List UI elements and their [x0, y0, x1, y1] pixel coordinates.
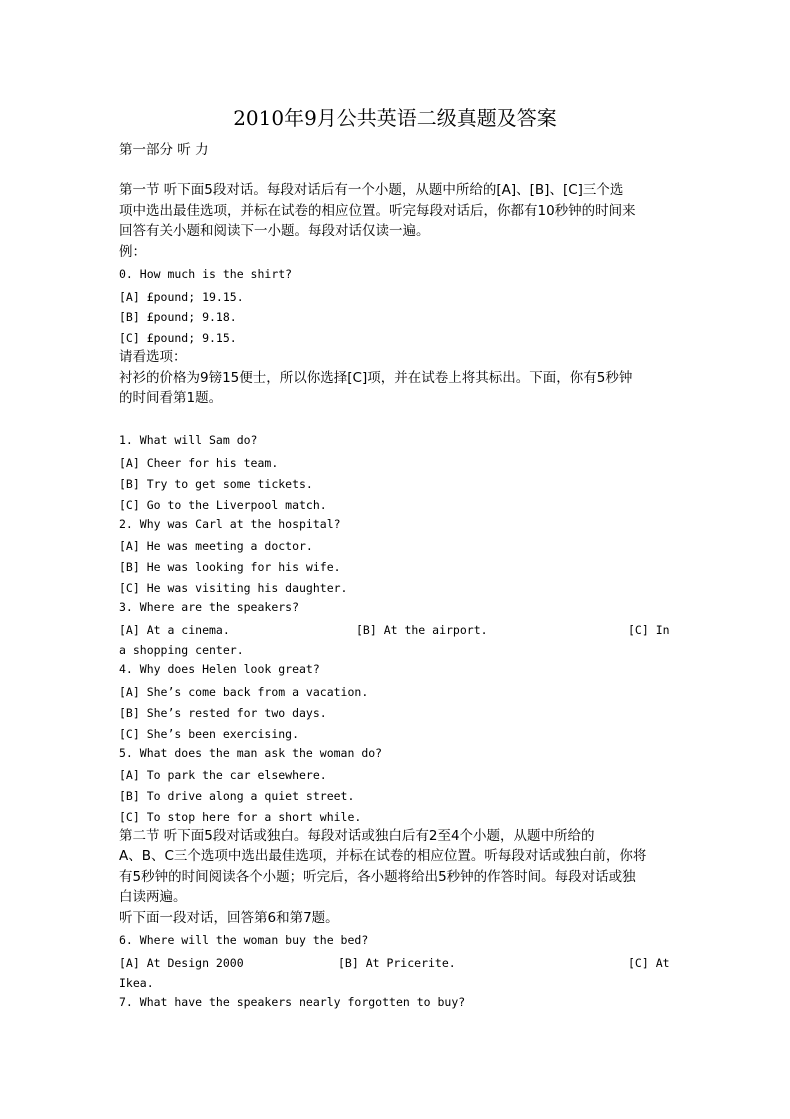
section2-intro-line-2: A、B、C三个选项中选出最佳选项，并标在试卷的相应位置。听每段对话或独白前，你将	[119, 848, 647, 864]
question-6-option-a: [A] At Design 2000	[119, 956, 244, 970]
section2-intro-line-4: 白读两遍。	[119, 889, 187, 905]
answer-text-line-2: 的时间看第1题。	[119, 390, 223, 406]
question-5-option-b: [B] To drive along a quiet street.	[119, 789, 355, 803]
section1-intro-line-2: 项中选出最佳选项，并标在试卷的相应位置。听完每段对话后，你都有10秒钟的时间来	[119, 203, 636, 219]
question-3: 3. Where are the speakers?	[119, 600, 300, 614]
question-4: 4. Why does Helen look great?	[119, 662, 320, 676]
question-3-option-b: [B] At the airport.	[356, 623, 488, 637]
example-label: 例：	[119, 244, 146, 260]
question-4-option-a: [A] She’s come back from a vacation.	[119, 685, 369, 699]
question-2-option-a: [A] He was meeting a doctor.	[119, 539, 313, 553]
section1-intro-line-1: 第一节 听下面5段对话。每段对话后有一个小题，从题中所给的[A]、[B]、[C]三个选	[119, 182, 624, 198]
section1-intro-line-3: 回答有关小题和阅读下一小题。每段对话仅读一遍。	[119, 223, 430, 239]
question-1-option-c: [C] Go to the Liverpool match.	[119, 498, 327, 512]
section2-intro-line-1: 第二节 听下面5段对话或独白。每段对话或独白后有2至4个小题，从题中所给的	[119, 828, 595, 844]
answer-text-line-1: 衬衫的价格为9镑15便士，所以你选择[C]项，并在试卷上将其标出。下面，你有5秒钟	[119, 370, 633, 386]
section2-intro-line-3: 有5秒钟的时间阅读各个小题；听完后，各小题将给出5秒钟的作答时间。每段对话或独	[119, 869, 636, 885]
example-option-a: [A] £pound; 19.15.	[119, 290, 244, 304]
example-option-b: [B] £pound; 9.18.	[119, 310, 237, 324]
question-6-option-b: [B] At Pricerite.	[338, 956, 456, 970]
question-2-option-c: [C] He was visiting his daughter.	[119, 581, 348, 595]
question-5: 5. What does the man ask the woman do?	[119, 746, 383, 760]
question-2: 2. Why was Carl at the hospital?	[119, 517, 341, 531]
question-4-option-c: [C] She’s been exercising.	[119, 727, 300, 741]
question-1-option-b: [B] Try to get some tickets.	[119, 477, 313, 491]
question-6-option-c: [C] At	[628, 956, 670, 970]
question-6-option-c-wrap: Ikea.	[119, 976, 154, 990]
question-1: 1. What will Sam do?	[119, 433, 258, 447]
question-4-option-b: [B] She’s rested for two days.	[119, 706, 327, 720]
question-3-option-a: [A] At a cinema.	[119, 623, 230, 637]
question-5-option-a: [A] To park the car elsewhere.	[119, 768, 327, 782]
example-option-c: [C] £pound; 9.15.	[119, 331, 237, 345]
part-heading: 第一部分 听 力	[119, 142, 209, 158]
question-1-option-a: [A] Cheer for his team.	[119, 456, 279, 470]
page-title: 2010年9月公共英语二级真题及答案	[233, 106, 557, 130]
example-question: 0. How much is the shirt?	[119, 267, 293, 281]
question-3-option-c-wrap: a shopping center.	[119, 643, 244, 657]
question-3-option-c: [C] In	[628, 623, 670, 637]
question-7: 7. What have the speakers nearly forgotten to buy?	[119, 995, 466, 1009]
question-6: 6. Where will the woman buy the bed?	[119, 933, 369, 947]
question-2-option-b: [B] He was looking for his wife.	[119, 560, 341, 574]
question-5-option-c: [C] To stop here for a short while.	[119, 810, 362, 824]
section2-instruction: 听下面一段对话，回答第6和第7题。	[119, 910, 339, 926]
answer-label: 请看选项：	[119, 349, 187, 365]
